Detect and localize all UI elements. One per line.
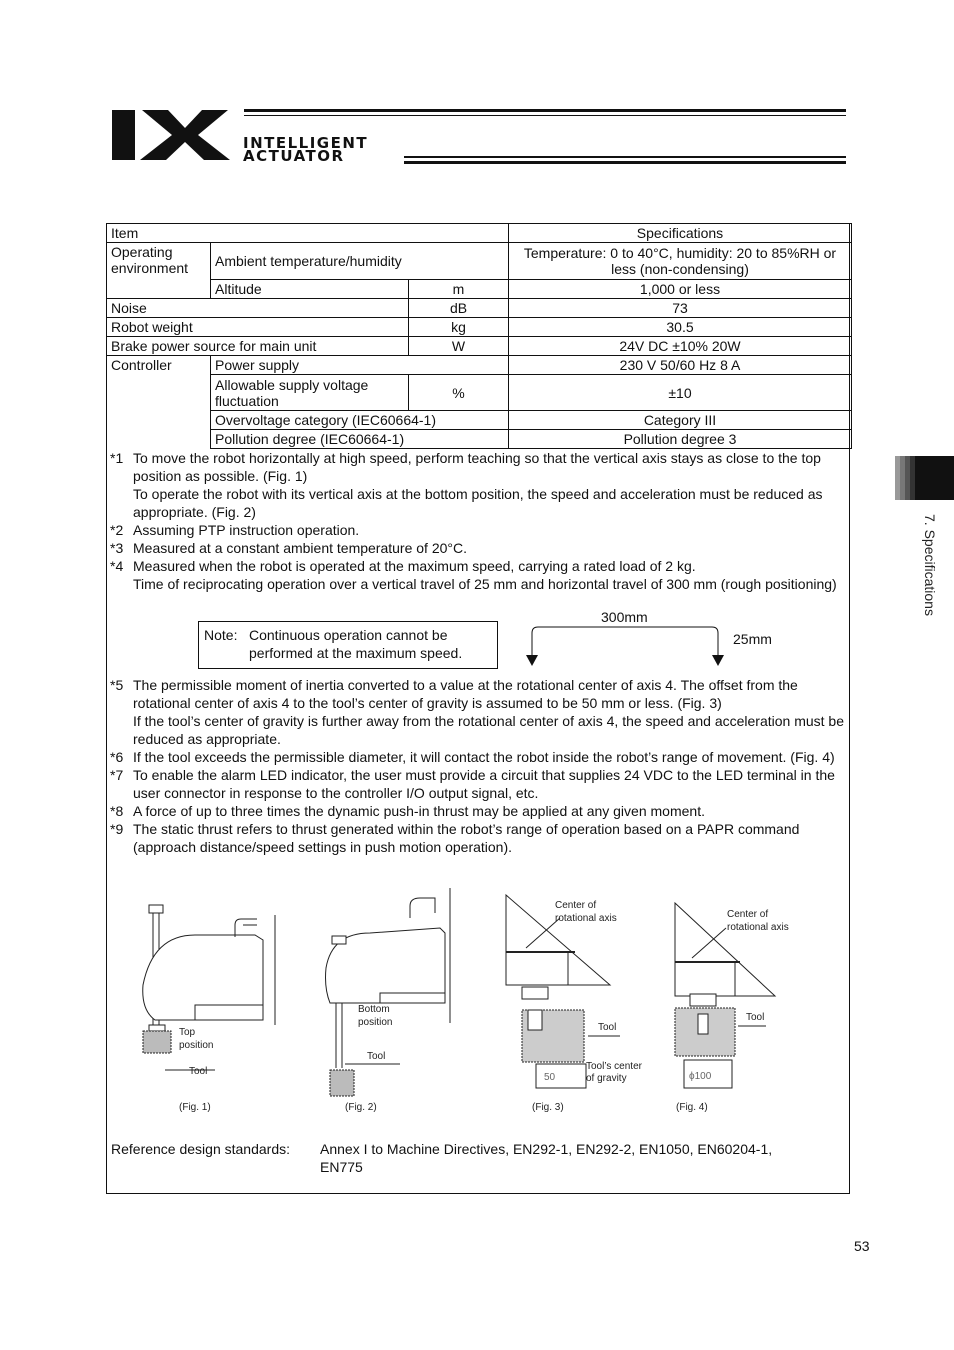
note-key: *4 xyxy=(110,558,124,574)
note-text-2: To operate the robot with its vertical axis at the bottom position, the speed and acceleration must be reduced as appropriate. (Fig. 2) xyxy=(133,486,823,520)
fig4-caption: (Fig. 4) xyxy=(676,1102,708,1113)
altitude-label: Altitude xyxy=(211,280,409,299)
note-text: A force of up to three times the dynamic push-in thrust may be applied at any given moment. xyxy=(133,803,705,819)
note-box xyxy=(198,621,498,669)
controller-label: Controller xyxy=(107,356,211,449)
notes-group-2 xyxy=(110,676,850,856)
reference-line-2: EN775 xyxy=(320,1159,363,1175)
fig3-center-label: Center of xyxy=(555,900,597,911)
operating-environment-label: Operating environment xyxy=(107,243,211,299)
note-key: *8 xyxy=(110,803,124,819)
note-key: *6 xyxy=(110,749,124,765)
ix-logo xyxy=(112,108,232,162)
noise-label: Noise xyxy=(107,299,409,318)
fig2-caption: (Fig. 2) xyxy=(345,1102,377,1113)
header-rule xyxy=(244,109,846,112)
brake-label: Brake power source for main unit xyxy=(107,337,409,356)
note-item xyxy=(110,766,850,802)
altitude-value: 1,000 or less xyxy=(509,280,852,299)
fig1-robot-drawing xyxy=(135,895,285,1090)
fig2-bottom-label: Bottom xyxy=(358,1004,390,1015)
note-item xyxy=(110,557,850,593)
weight-label: Robot weight xyxy=(107,318,409,337)
note-key: *1 xyxy=(110,450,124,466)
weight-value: 30.5 xyxy=(509,318,852,337)
th-item: Item xyxy=(107,224,509,243)
fluct-value: ±10 xyxy=(509,375,852,411)
fig4-center-label: Center of xyxy=(727,909,769,920)
th-specifications: Specifications xyxy=(509,224,852,243)
note-text: If the tool exceeds the permissible diameter, it will contact the robot inside the robot’s range of movement. (Fig. 4) xyxy=(133,749,835,765)
power-label: Power supply xyxy=(211,356,509,375)
fig1-position-label: position xyxy=(179,1040,214,1051)
ambient-label: Ambient temperature/humidity xyxy=(211,243,509,280)
fig3-caption: (Fig. 3) xyxy=(532,1102,564,1113)
note-item xyxy=(110,676,850,748)
fluct-label: Allowable supply voltage fluctuation xyxy=(211,375,409,411)
fig1-caption: (Fig. 1) xyxy=(179,1102,211,1113)
fig1-tool-label: Tool xyxy=(189,1066,208,1077)
note-text: To enable the alarm LED indicator, the user must provide a circuit that supplies 24 VDC to the LED terminal in the user connector in response to the controller I/O output signal, etc. xyxy=(133,767,835,801)
travel-horizontal-label: 300mm xyxy=(601,609,648,625)
altitude-unit: m xyxy=(409,280,509,299)
note-text-2: Time of reciprocating operation over a vertical travel of 25 mm and horizontal travel of 300 mm (rough positioning) xyxy=(133,576,837,592)
note-key: *2 xyxy=(110,522,124,538)
note-item xyxy=(110,539,850,557)
fig3-dim: 50 xyxy=(544,1072,556,1083)
note-text: Assuming PTP instruction operation. xyxy=(133,522,360,538)
fig4-rot-label: rotational axis xyxy=(727,922,789,933)
note-item xyxy=(110,521,850,539)
reference-standards xyxy=(111,1140,772,1176)
note-text: To move the robot horizontally at high speed, perform teaching so that the vertical axis stays as close to the top position as possible. (Fig. 1) xyxy=(133,450,821,484)
note-key: *3 xyxy=(110,540,124,556)
brand-line-1: INTELLIGENT xyxy=(243,134,369,152)
fig3-cog-label-2: of gravity xyxy=(586,1073,627,1084)
note-item xyxy=(110,820,850,856)
fluct-unit: % xyxy=(409,375,509,411)
power-value: 230 V 50/60 Hz 8 A xyxy=(509,356,852,375)
page-number: 53 xyxy=(854,1238,870,1254)
fig2-tool-label: Tool xyxy=(367,1051,386,1062)
note-box-prefix: Note: xyxy=(204,627,238,643)
fig3-tool-label: Tool xyxy=(598,1022,617,1033)
fig1-top-label: Top xyxy=(179,1027,196,1038)
note-text: Measured when the robot is operated at the maximum speed, carrying a rated load of 2 kg. xyxy=(133,558,696,574)
pollution-value: Pollution degree 3 xyxy=(509,430,852,449)
notes-group-1 xyxy=(110,449,850,593)
noise-value: 73 xyxy=(509,299,852,318)
note-key: *5 xyxy=(110,677,124,693)
travel-vertical-label: 25mm xyxy=(733,631,772,647)
note-text: Measured at a constant ambient temperature of 20°C. xyxy=(133,540,468,556)
header-rule xyxy=(244,115,846,116)
pollution-label: Pollution degree (IEC60664-1) xyxy=(211,430,509,449)
note-text: The permissible moment of inertia converted to a value at the rotational center of axis 4. The offset from the rotational center of axis 4 to the tool’s center of gravity is assumed to be 50 mm or less. (Fig. 3) xyxy=(133,677,798,711)
fig3-rot-label: rotational axis xyxy=(555,913,617,924)
note-item xyxy=(110,748,850,766)
header-rule xyxy=(404,156,846,158)
brake-value: 24V DC ±10% 20W xyxy=(509,337,852,356)
reference-label: Reference design standards: xyxy=(111,1141,290,1157)
note-box-line2: performed at the maximum speed. xyxy=(249,645,463,661)
header-rule xyxy=(404,161,846,164)
spec-table xyxy=(106,223,852,449)
note-key: *7 xyxy=(110,767,124,783)
noise-unit: dB xyxy=(409,299,509,318)
fig4-tool-label: Tool xyxy=(746,1012,765,1023)
overvoltage-label: Overvoltage category (IEC60664-1) xyxy=(211,411,509,430)
fig2-robot-drawing xyxy=(320,888,460,1103)
chapter-tab xyxy=(895,456,954,500)
weight-unit: kg xyxy=(409,318,509,337)
chapter-label: 7. Specifications xyxy=(922,514,938,616)
note-key: *9 xyxy=(110,821,124,837)
brand-line-2: ACTUATOR xyxy=(243,147,345,165)
fig3-cog-label-1: Tool’s center xyxy=(586,1061,642,1072)
note-box-line1: Continuous operation cannot be xyxy=(249,627,448,643)
overvoltage-value: Category III xyxy=(509,411,852,430)
fig4-dim: ϕ100 xyxy=(689,1071,712,1082)
reference-line-1: Annex I to Machine Directives, EN292-1, EN292-2, EN1050, EN60204-1, xyxy=(320,1141,773,1157)
ambient-value: Temperature: 0 to 40°C, humidity: 20 to 85%RH or less (non-condensing) xyxy=(509,243,852,280)
note-text-2: If the tool’s center of gravity is further away from the rotational center of axis 4, the speed and acceleration must be reduced as appropriate. xyxy=(133,713,845,747)
brake-unit: W xyxy=(409,337,509,356)
note-text: The static thrust refers to thrust generated within the robot’s range of operation based on a PAPR command (approach distance/speed settings in push motion operation). xyxy=(133,821,800,855)
note-item xyxy=(110,449,850,521)
fig2-position-label: position xyxy=(358,1017,393,1028)
note-item xyxy=(110,802,850,820)
